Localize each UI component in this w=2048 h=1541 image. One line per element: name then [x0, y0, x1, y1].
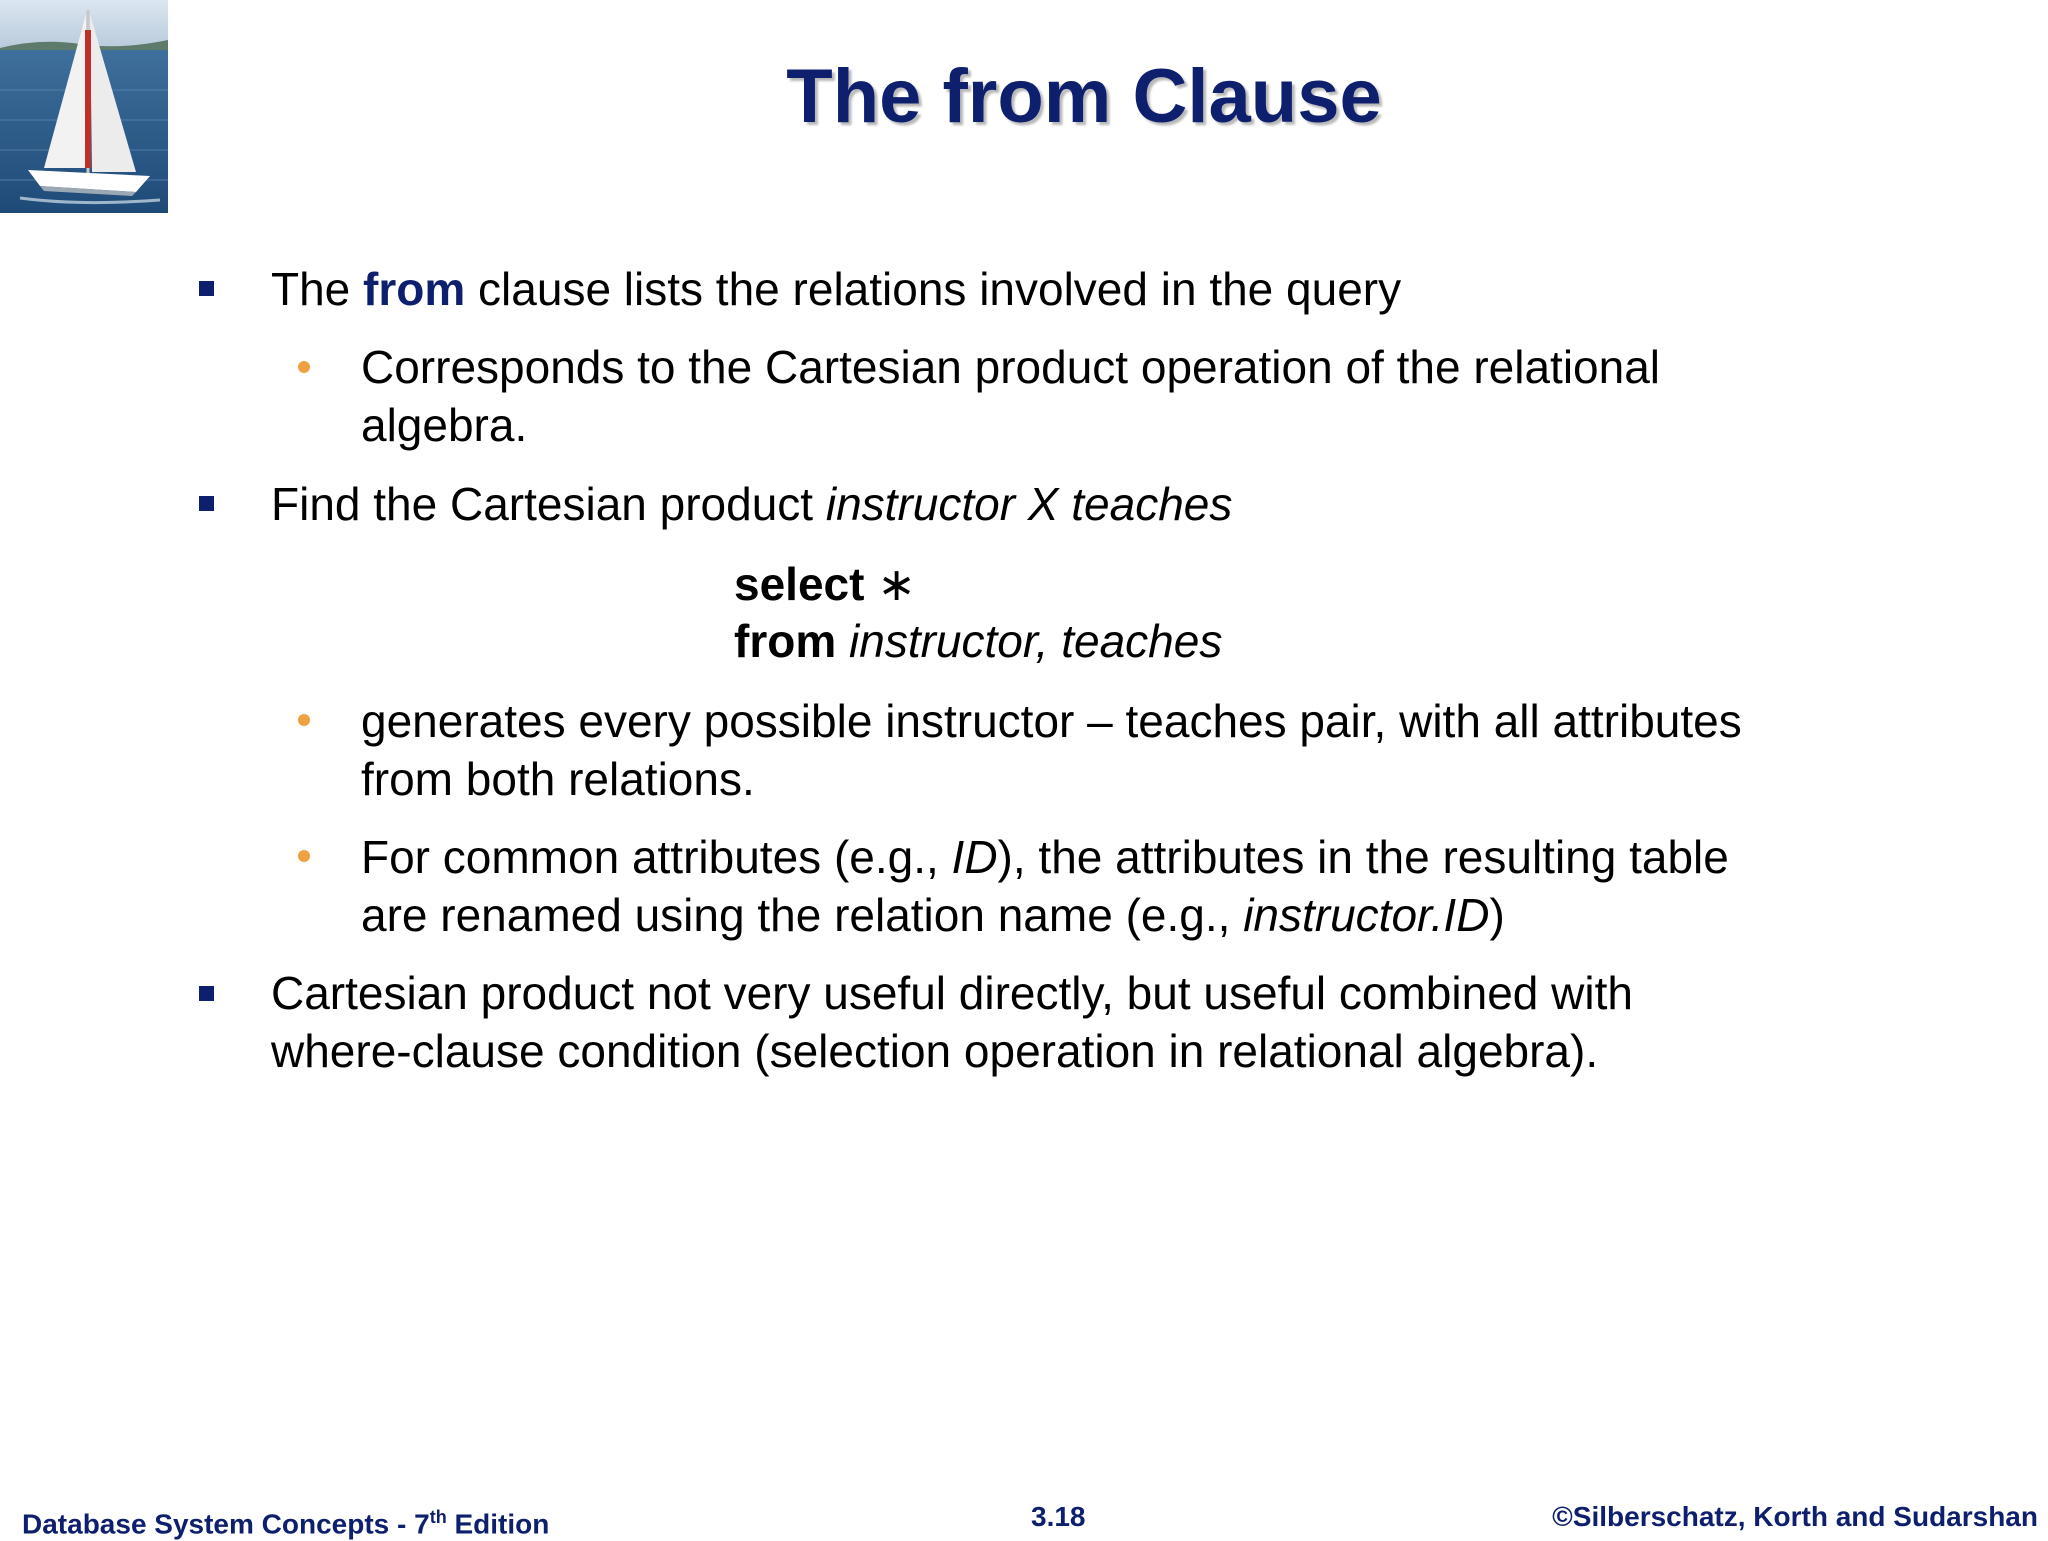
sub-bullet-2-line1: generates every possible instructor – teaches pair, with all attributes: [361, 695, 1742, 747]
query-from-keyword: from: [734, 615, 837, 667]
bullet-dot-icon: [298, 361, 310, 373]
bullet-dot-icon: [298, 850, 310, 862]
bullet-2-italic: instructor X teaches: [825, 478, 1233, 530]
query-select-keyword: select: [734, 558, 865, 610]
query-select-line: [734, 555, 916, 613]
sub-bullet-3-b: ), the attributes in the resulting table: [997, 831, 1729, 883]
bullet-1-text: [271, 260, 1401, 318]
footer-left-pre: Database System Concepts - 7: [22, 1508, 430, 1540]
sub-bullet-3-a: For common attributes (e.g.,: [361, 831, 952, 883]
sub-bullet-3-line2: [361, 886, 1505, 944]
bullet-3-line1: Cartesian product not very useful directly, but useful combined with: [271, 967, 1633, 1019]
query-from-arg: instructor, teaches: [849, 615, 1223, 667]
bullet-3-line2: where-clause condition (selection operation in relational algebra).: [271, 1025, 1599, 1077]
bullet-2-pre: Find the Cartesian product: [271, 478, 826, 530]
bullet-1-keyword: from: [363, 263, 466, 315]
bullet-2-text: [271, 475, 1232, 533]
query-select-arg: ∗: [877, 557, 916, 611]
footer-left-sup: th: [429, 1507, 447, 1527]
sub-bullet-2-line2: from both relations.: [361, 753, 755, 805]
sub-bullet-1-line2: algebra.: [361, 399, 528, 451]
bullet-1-pre: The: [271, 263, 364, 315]
bullet-dot-icon: [298, 714, 310, 726]
sub-bullet-3-a-italic: ID: [951, 831, 998, 883]
bullet-square-icon: [199, 496, 214, 511]
bullet-1-post: clause lists the relations involved in the query: [465, 263, 1402, 315]
sub-bullet-3-d: ): [1489, 889, 1505, 941]
footer-page-number: 3.18: [1031, 1501, 1086, 1532]
bullet-square-icon: [199, 986, 214, 1001]
bullet-square-icon: [199, 281, 214, 296]
slide-title: The from Clause: [786, 54, 1382, 139]
footer-left-post: Edition: [446, 1508, 550, 1540]
footer-copyright: ©Silberschatz, Korth and Sudarshan: [1552, 1501, 2038, 1532]
footer-left: [22, 1500, 549, 1541]
query-from-line: [734, 612, 1222, 670]
sub-bullet-3-c: are renamed using the relation name (e.g.,: [361, 889, 1244, 941]
sub-bullet-3-c-italic: instructor.ID: [1243, 889, 1490, 941]
sub-bullet-3-line1: [361, 828, 1729, 886]
sub-bullet-1-line1: Corresponds to the Cartesian product operation of the relational: [361, 341, 1661, 393]
